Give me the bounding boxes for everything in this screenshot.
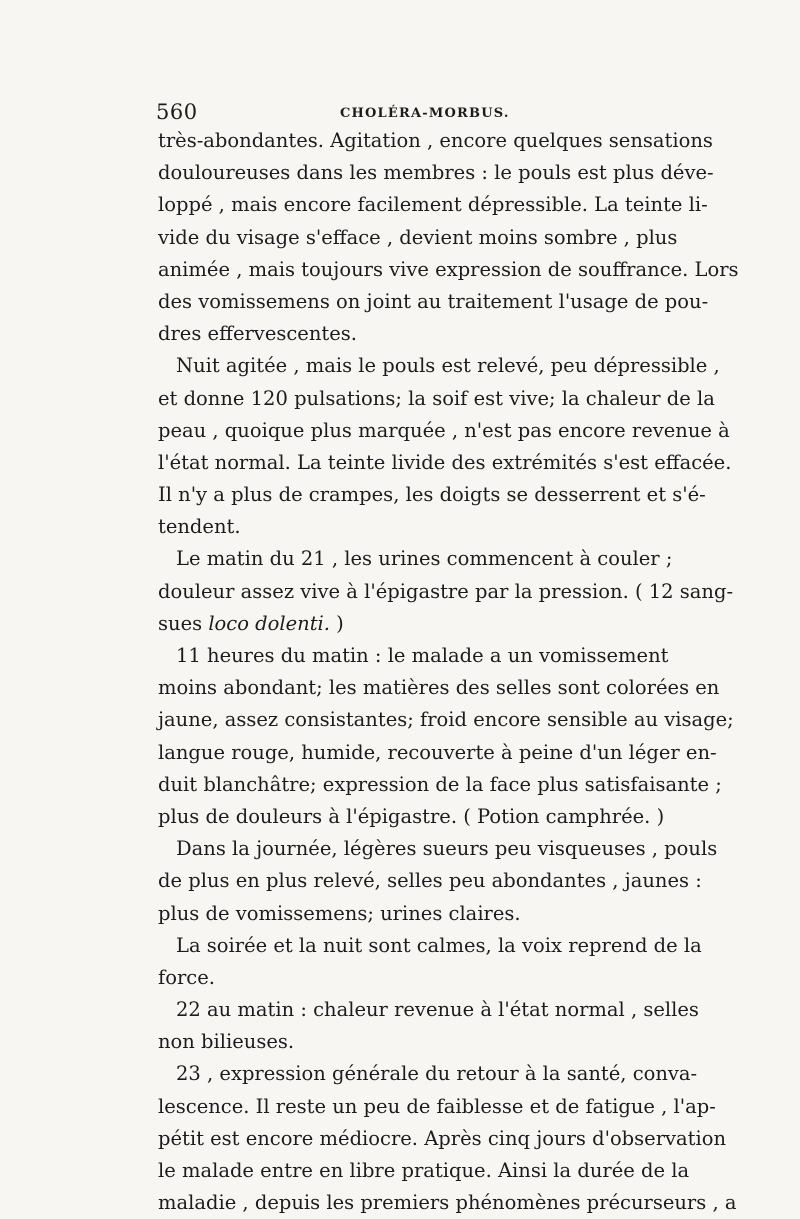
text-line: 22 au matin : chaleur revenue à l'état normal , selles bbox=[176, 998, 699, 1022]
text-line: et donne 120 pulsations; la soif est vive; la chaleur de la bbox=[158, 386, 715, 410]
text-line: l'état normal. La teinte livide des extrémités s'est effacée. bbox=[158, 450, 732, 474]
text-line: dres effervescentes. bbox=[158, 322, 357, 346]
text-line: langue rouge, humide, recouverte à peine d'un léger en- bbox=[158, 740, 717, 764]
text-line: La soirée et la nuit sont calmes, la voix reprend de la bbox=[176, 933, 702, 957]
text-line: plus de vomissemens; urines claires. bbox=[158, 901, 521, 925]
text-line: vide du visage s'efface , devient moins sombre , plus bbox=[158, 225, 678, 249]
text-line: 11 heures du matin : le malade a un vomissement bbox=[176, 644, 669, 667]
text-line: sues loco dolenti. ) bbox=[158, 611, 344, 635]
text-line: jaune, assez consistantes; froid encore sensible au visage; bbox=[158, 708, 734, 732]
text-line: des vomissemens on joint au traitement l'usage de pou- bbox=[158, 289, 709, 313]
text-line: douleur assez vive à l'épigastre par la pression. ( 12 sang- bbox=[158, 579, 734, 603]
text-line: force. bbox=[158, 965, 215, 989]
text-line: lescence. Il reste un peu de faiblesse et de fatigue , l'ap- bbox=[158, 1094, 716, 1118]
page-number: 560 bbox=[156, 100, 198, 124]
text-line: duit blanchâtre; expression de la face plus satisfaisante ; bbox=[158, 772, 722, 796]
text-line: plus de douleurs à l'épigastre. ( Potion camphrée. ) bbox=[158, 804, 665, 828]
text-line: peau , quoique plus marquée , n'est pas encore revenue à bbox=[158, 418, 730, 442]
text-line: douloureuses dans les membres : le pouls est plus déve- bbox=[158, 161, 714, 185]
text-line: Dans la journée, légères sueurs peu visqueuses , pouls bbox=[176, 837, 718, 861]
text-line: pétit est encore médiocre. Après cinq jours d'observation bbox=[158, 1126, 727, 1150]
text-line: animée , mais toujours vive expression de souffrance. Lors bbox=[158, 257, 739, 281]
text-line: tendent. bbox=[158, 515, 241, 539]
text-line: Nuit agitée , mais le pouls est relevé, peu dépressible , bbox=[176, 354, 720, 378]
text-line: 23 , expression générale du retour à la santé, conva- bbox=[176, 1062, 698, 1086]
running-title: CHOLÉRA-MORBUS. bbox=[340, 106, 510, 121]
body-text bbox=[158, 125, 739, 1219]
text-line: Le matin du 21 , les urines commencent à couler ; bbox=[176, 547, 673, 571]
text-line: moins abondant; les matières des selles sont colorées en bbox=[158, 676, 720, 700]
text-line: le malade entre en libre pratique. Ainsi la durée de la bbox=[158, 1159, 690, 1182]
text-line: loppé , mais encore facilement dépressible. La teinte li- bbox=[158, 193, 708, 217]
text-line: maladie , depuis les premiers phénomènes précurseurs , a bbox=[158, 1191, 737, 1215]
text-line: non bilieuses. bbox=[158, 1030, 295, 1054]
text-line: très-abondantes. Agitation , encore quelques sensations bbox=[158, 129, 713, 152]
text-line: de plus en plus relevé, selles peu abondantes , jaunes : bbox=[158, 869, 702, 893]
text-line: Il n'y a plus de crampes, les doigts se desserrent et s'é- bbox=[158, 483, 706, 507]
